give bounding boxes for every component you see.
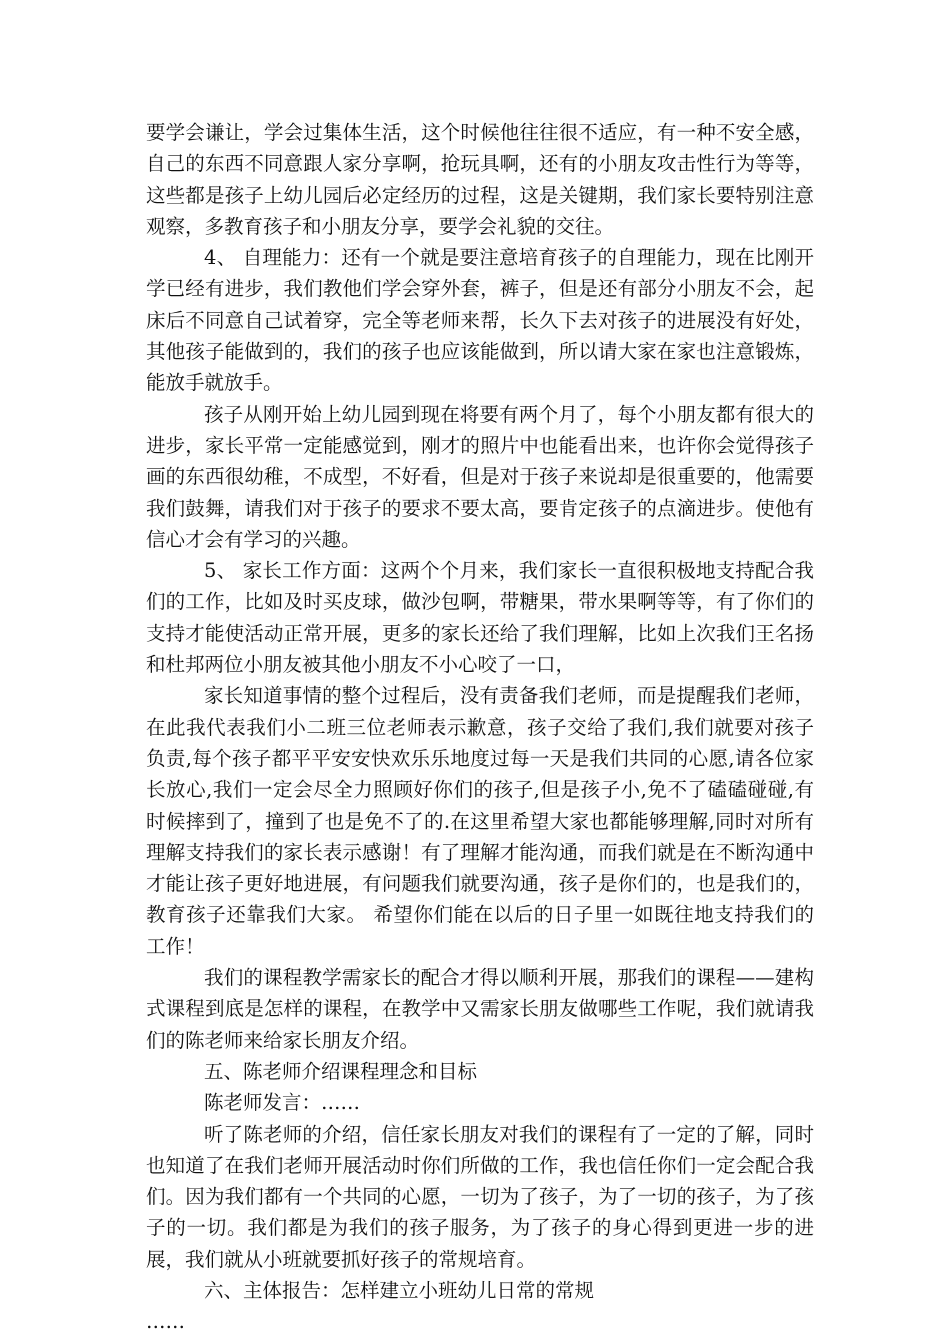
paragraph-3: 孩子从刚开始上幼儿园到现在将要有两个月了，每个小朋友都有很大的进步，家长平常一定能感觉到，刚才的照片中也能看出来，也许你会觉得孩子画的东西很幼稚，不成型，不好看，但是对于孩子来说却是很重要的，他需要我们鼓舞，请我们对于孩子的要求不要太高，要肯定孩子的点滴进步。使他有信心才会有学习的兴趣。 — [146, 402, 814, 551]
paragraph-1: 要学会谦让，学会过集体生活，这个时候他往往很不适应，有一种不安全感，自己的东西不同意跟人家分享啊，抢玩具啊，还有的小朋友攻击性行为等等，这些都是孩子上幼儿园后必定经历的过程，这是关键期，我们家长要特别注意观察，多教育孩子和小朋友分享，要学会礼貌的交往。 — [146, 121, 814, 238]
paragraph-4: 5、 家长工作方面：这两个个月来，我们家长一直很积极地支持配合我们的工作，比如及时买皮球，做沙包啊，带糖果，带水果啊等等，有了你们的支持才能使活动正常开展，更多的家长还给了我们理解，比如上次我们王名扬和杜邦两位小朋友被其他小朋友不小心咬了一口， — [146, 559, 814, 677]
section-heading-5: 五、陈老师介绍课程理念和目标 — [204, 1059, 478, 1083]
document-body — [146, 117, 814, 1338]
section-heading-6: 六、主体报告：怎样建立小班幼儿日常的常规 — [204, 1278, 595, 1302]
speech-note: 陈老师发言：…… — [204, 1091, 361, 1115]
paragraph-7: 听了陈老师的介绍，信任家长朋友对我们的课程有了一定的了解，同时也知道了在我们老师开展活动时你们所做的工作，我也信任你们一定会配合我们。因为我们都有一个共同的心愿，一切为了孩子，为了一切的孩子，为了孩子的一切。我们都是为我们的孩子服务，为了孩子的身心得到更进一步的进展，我们就从小班就要抓好孩子的常规培育。 — [146, 1122, 814, 1271]
paragraph-5: 家长知道事情的整个过程后，没有责备我们老师，而是提醒我们老师，在此我代表我们小二班三位老师表示歉意，孩子交给了我们,我们就要对孩子负责,每个孩子都平平安安快欢乐乐地度过每一天是我们共同的心愿,请各位家长放心,我们一定会尽全力照顾好你们的孩子,但是孩子小,免不了磕磕碰碰,有时候摔到了，撞到了也是免不了的.在这里希望大家也都能够理解,同时对所有理解支持我们的家长表示感谢！有了理解才能沟通，而我们就是在不断沟通中才能让孩子更好地进展，有问题我们就要沟通，孩子是你们的，也是我们的，教育孩子还靠我们大家。 希望你们能在以后的日子里一如既往地支持我们的工作！ — [146, 684, 814, 958]
ellipsis-line: …… — [146, 1310, 185, 1334]
paragraph-6: 我们的课程教学需家长的配合才得以顺利开展，那我们的课程——建构式课程到底是怎样的课程，在教学中又需家长朋友做哪些工作呢，我们就请我们的陈老师来给家长朋友介绍。 — [146, 966, 814, 1052]
paragraph-2: 4、 自理能力：还有一个就是要注意培育孩子的自理能力，现在比刚开学已经有进步，我们教他们学会穿外套，裤子，但是还有部分小朋友不会，起床后不同意自己试着穿，完全等老师来帮，长久下去对孩子的进展没有好处，其他孩子能做到的，我们的孩子也应该能做到，所以请大家在家也注意锻炼，能放手就放手。 — [146, 246, 814, 395]
